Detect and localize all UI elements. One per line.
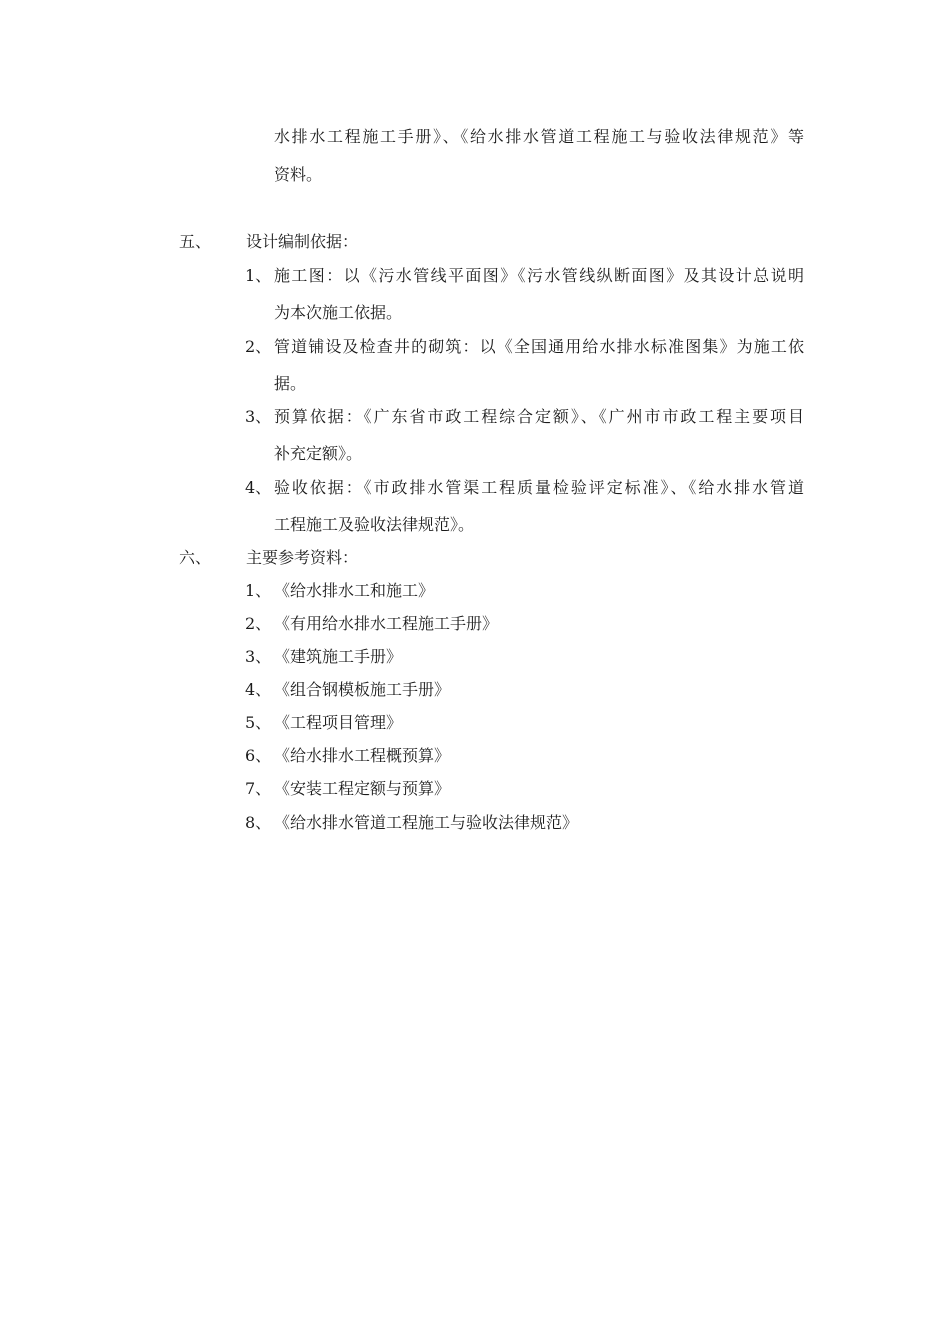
section-6-number: 六、	[179, 548, 212, 567]
section-6-item-6-text: 《给水排水工程概预算》	[274, 746, 451, 765]
section-6-item-3-text: 《建筑施工手册》	[274, 647, 403, 666]
section-5-item-4-line-1: 验收依据：《市政排水管渠工程质量检验评定标准》、《给水排水管道	[274, 478, 804, 497]
section-6-item-6-number: 6、	[245, 746, 272, 765]
section-6-item-5-number: 5、	[245, 713, 272, 732]
section-5-item-4-line-2: 工程施工及验收法律规范》。	[274, 515, 475, 534]
section-6-item-1-text: 《给水排水工和施工》	[274, 581, 435, 600]
section-6-item-1-number: 1、	[245, 581, 272, 600]
section-5-item-1-line-2: 为本次施工依据。	[274, 303, 403, 322]
section-5-item-4-number: 4、	[245, 478, 272, 497]
section-6-item-2-text: 《有用给水排水工程施工手册》	[274, 614, 499, 633]
section-6-title: 主要参考资料：	[246, 548, 359, 567]
section-6-item-5-text: 《工程项目管理》	[274, 713, 403, 732]
section-5-item-2-line-2: 据。	[274, 374, 307, 393]
intro-line-1: 水排水工程施工手册》、《给水排水管道工程施工与验收法律规范》等	[274, 127, 804, 146]
section-6-item-8-number: 8、	[245, 813, 272, 832]
section-5-item-3-line-1: 预算依据：《广东省市政工程综合定额》、《广州市市政工程主要项目	[274, 407, 804, 426]
section-5-item-1-number: 1、	[245, 266, 272, 285]
section-6-item-4-text: 《组合钢模板施工手册》	[274, 680, 451, 699]
section-6-item-2-number: 2、	[245, 614, 272, 633]
section-5-item-1-line-1: 施工图：以《污水管线平面图》《污水管线纵断面图》及其设计总说明	[274, 266, 804, 285]
section-5-item-3-number: 3、	[245, 407, 272, 426]
intro-line-2: 资料。	[274, 165, 323, 184]
section-5-title: 设计编制依据：	[246, 232, 359, 251]
section-6-item-8-text: 《给水排水管道工程施工与验收法律规范》	[274, 813, 579, 832]
section-5-item-2-line-1: 管道铺设及检查井的砌筑：以《全国通用给水排水标准图集》为施工依	[274, 337, 804, 356]
section-6-item-4-number: 4、	[245, 680, 272, 699]
section-5-number: 五、	[179, 232, 212, 251]
section-6-item-7-number: 7、	[245, 779, 272, 798]
section-5-item-2-number: 2、	[245, 337, 272, 356]
section-5-item-3-line-2: 补充定额》。	[274, 444, 363, 463]
section-6-item-3-number: 3、	[245, 647, 272, 666]
section-6-item-7-text: 《安装工程定额与预算》	[274, 779, 451, 798]
